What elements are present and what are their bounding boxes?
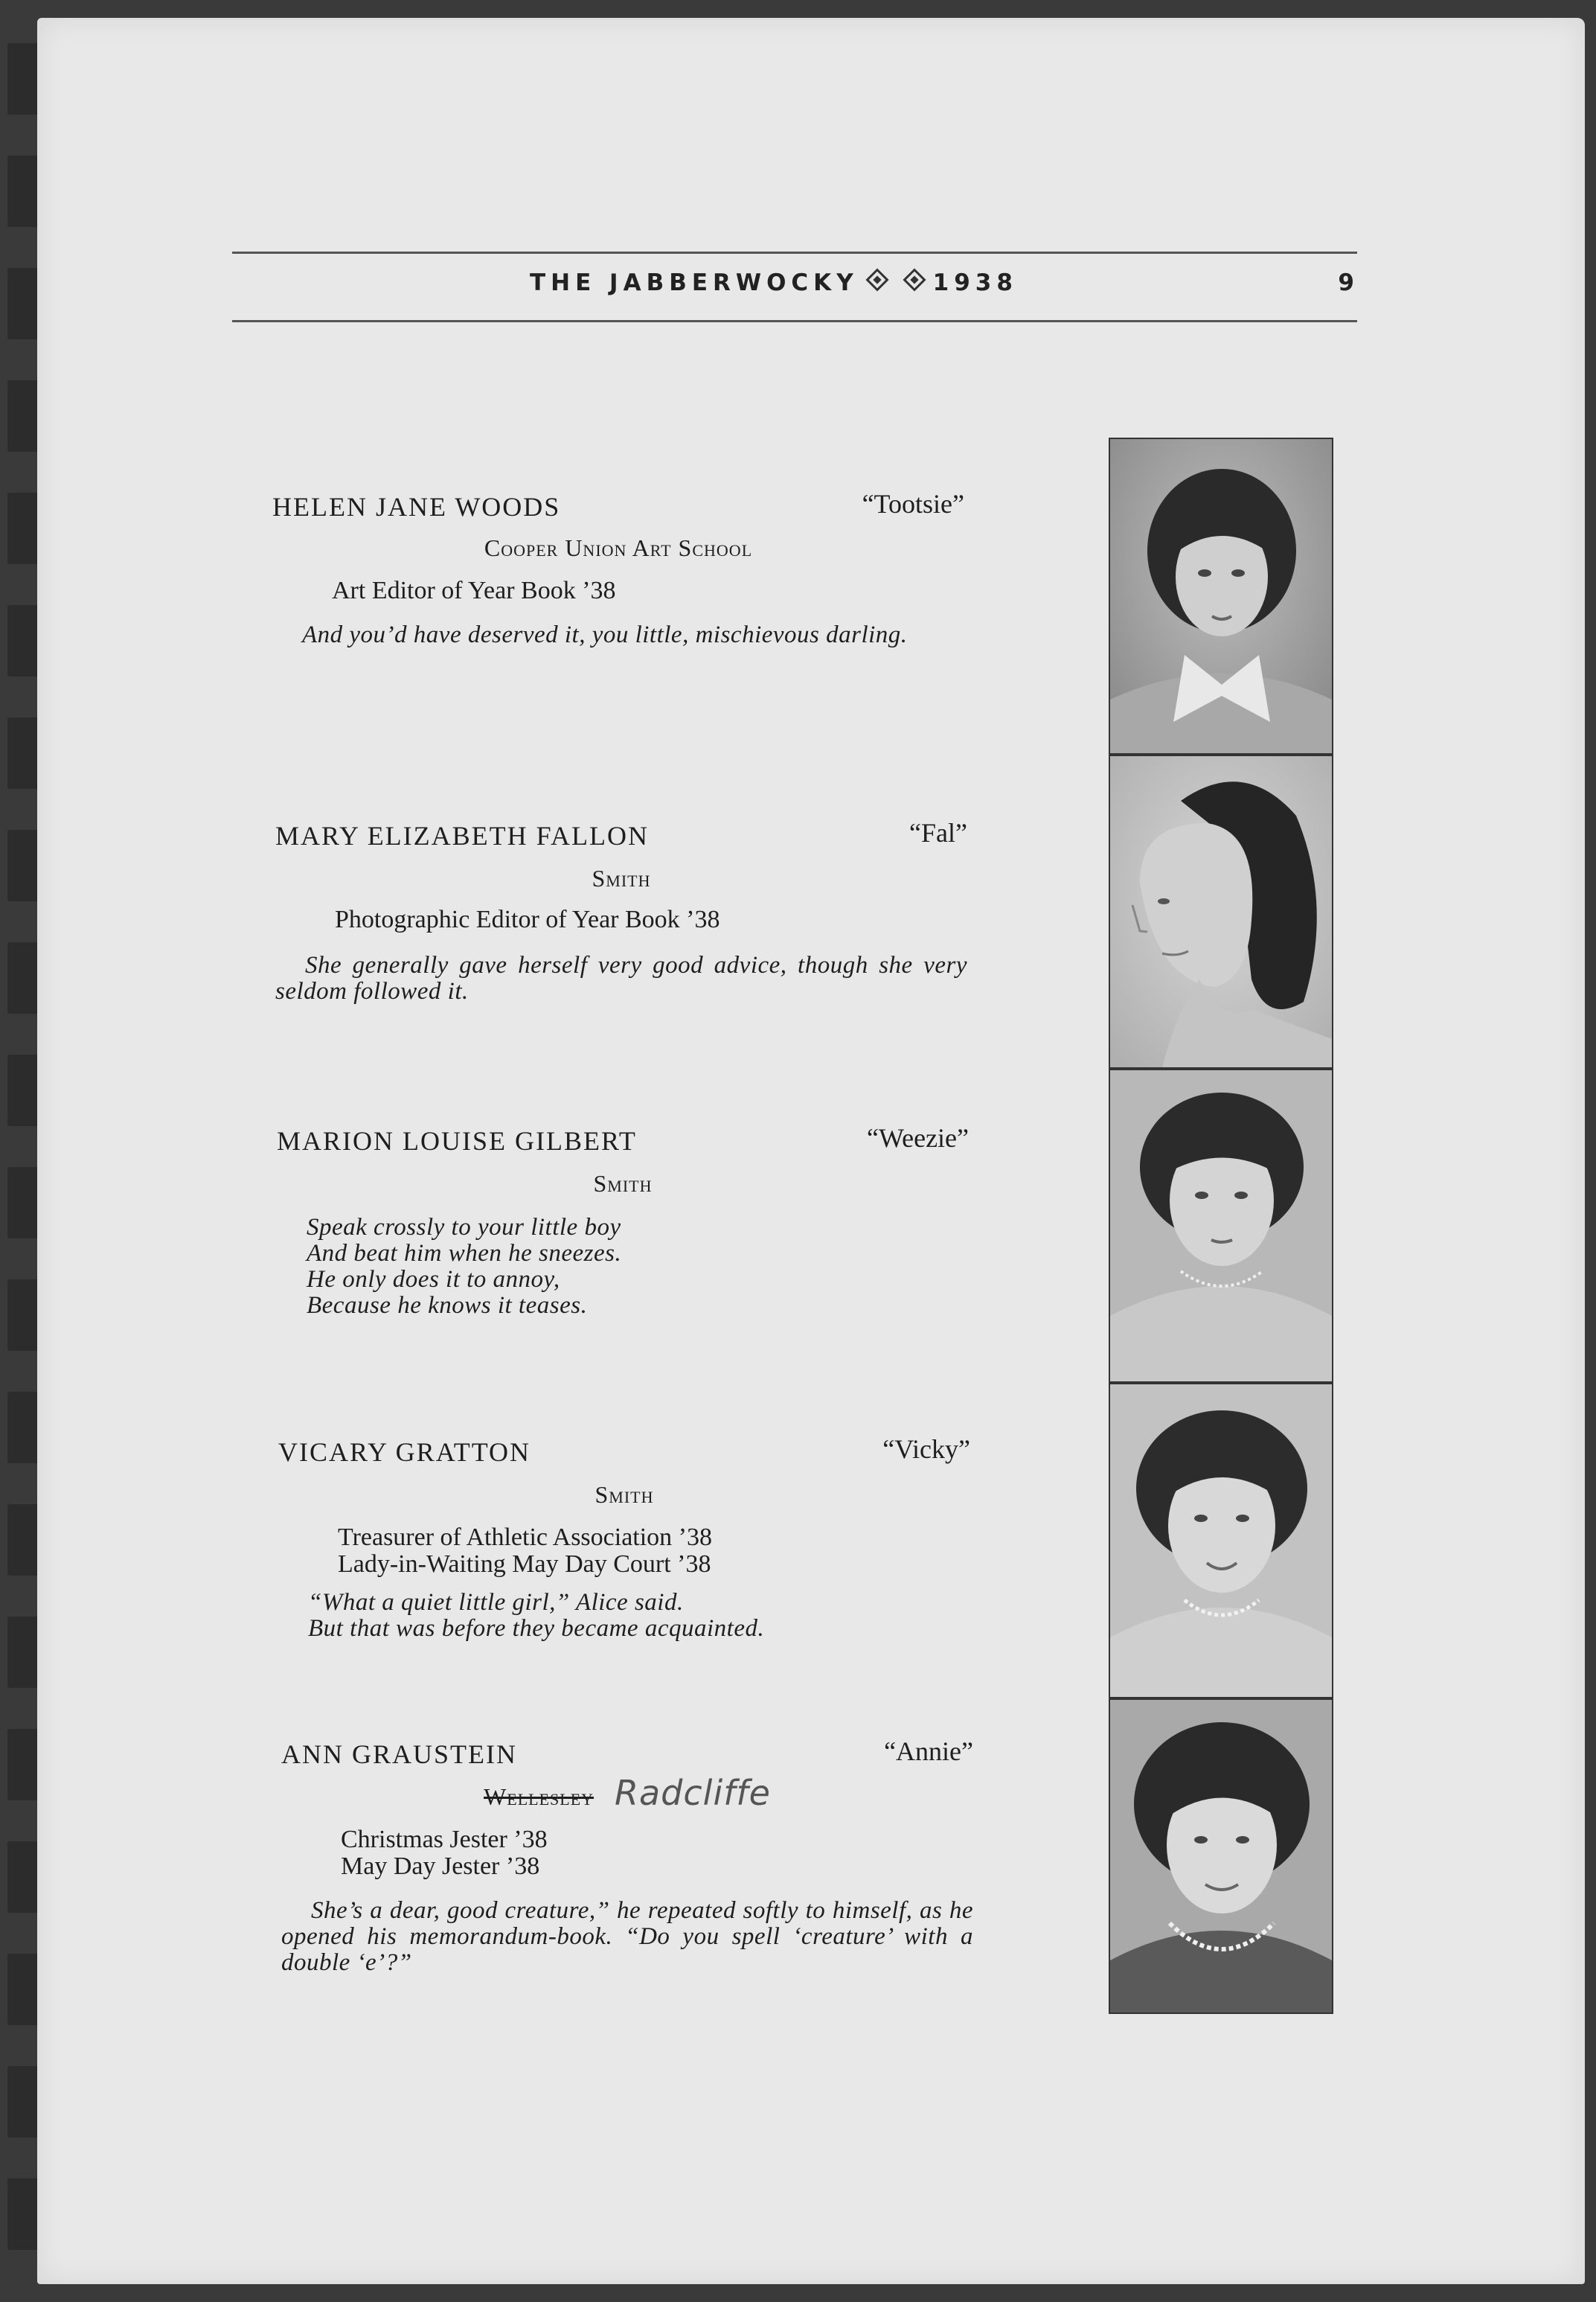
student-verse [277,1215,999,1319]
verse-line: Because he knows it teases. [307,1292,588,1319]
diamond-ornament-icon [903,268,926,291]
verse-line: And beat him when he sneezes. [307,1240,622,1267]
honors-list [341,1826,548,1880]
student-nickname: “Tootsie” [862,489,964,519]
honors-list [335,907,720,933]
honor-item: Treasurer of Athletic Association ’38 [338,1524,712,1551]
student-name: VICARY GRATTON [278,1437,531,1467]
honors-list [332,578,616,604]
college-name: Smith [595,1481,654,1508]
struck-college: Wellesley [484,1783,595,1810]
senior-entry [272,491,964,685]
senior-entry [277,1125,969,1334]
verse-line: Speak crossly to your little boy [307,1214,621,1241]
student-name: HELEN JANE WOODS [272,492,561,522]
student-name: ANN GRAUSTEIN [281,1739,517,1769]
portrait-photo [1109,1069,1333,1383]
portrait-photo [1109,755,1333,1069]
senior-entry [281,1736,973,1984]
honor-item: Photographic Editor of Year Book ’38 [335,906,720,933]
student-nickname: “Fal” [909,818,967,848]
student-quote: She’s a dear, good creature,” he repeated softly to himself, as he opened his memorandum-book. “Do you spell ‘creature’ with a double ‘e’?” [281,1897,973,1976]
college-name: Cooper Union Art School [484,534,753,561]
senior-entry [275,820,967,1014]
student-name: MARION LOUISE GILBERT [277,1126,637,1156]
honor-item: Christmas Jester ’38 [341,1826,548,1853]
senior-entry [278,1436,970,1652]
verse-line: He only does it to annoy, [307,1266,560,1293]
page-number: 9 [1338,269,1354,296]
running-head [232,269,1357,299]
header-rule-bottom [232,320,1357,322]
student-verse [278,1590,1000,1642]
honor-item: Lady-in-Waiting May Day Court ’38 [338,1550,711,1578]
header-rule-top [232,252,1357,254]
student-nickname: “Weezie” [867,1123,969,1153]
college-name: Smith [592,865,651,892]
running-head-title: THE JABBERWOCKY 1938 [530,269,1018,296]
student-nickname: “Vicky” [882,1434,970,1464]
honor-item: May Day Jester ’38 [341,1852,540,1880]
portrait-photo [1109,1383,1333,1698]
student-quote: And you’d have deserved it, you little, mischievous darling. [302,621,908,648]
verse-line: But that was before they became acquainted. [308,1615,765,1642]
college-name: Smith [593,1170,653,1197]
portrait-photo [1109,438,1333,755]
student-nickname: “Annie” [884,1736,973,1766]
honors-list [338,1524,712,1578]
handwritten-college: Radcliffe [615,1773,771,1813]
student-quote: She generally gave herself very good advice, though she very seldom followed it. [275,952,967,1005]
college-name [281,1773,973,1813]
portrait-photo [1109,1698,1333,2014]
verse-line: “What a quiet little girl,” Alice said. [308,1589,684,1616]
student-name: MARY ELIZABETH FALLON [275,821,649,851]
diamond-ornament-icon [865,268,888,291]
honor-item: Art Editor of Year Book ’38 [332,577,616,604]
